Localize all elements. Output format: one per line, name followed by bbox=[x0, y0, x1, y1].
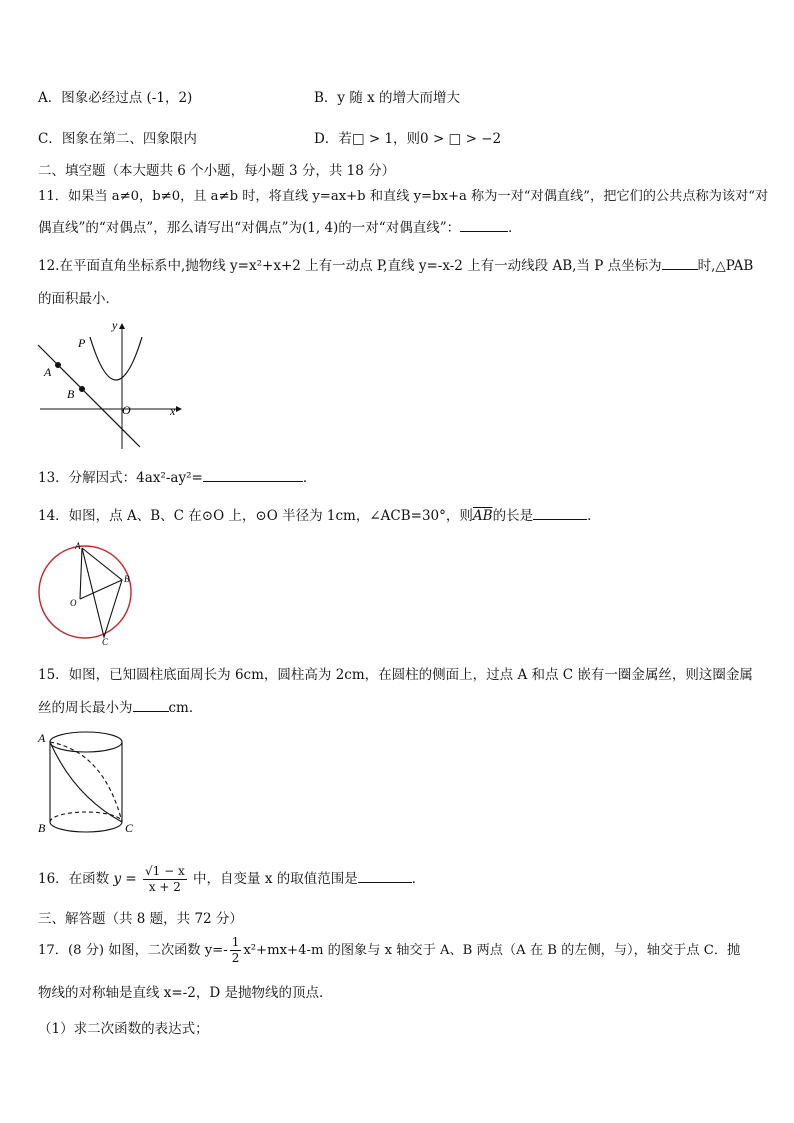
q15-figure bbox=[34, 726, 144, 838]
label-p: P bbox=[78, 336, 86, 350]
q17-line-2: 物线的对称轴是直线 x=-2，D 是抛物线的顶点． bbox=[38, 985, 333, 1001]
q12-line-1 bbox=[38, 256, 753, 275]
y-axis-arrow bbox=[119, 323, 125, 329]
label-o: O bbox=[122, 403, 131, 417]
q16-numerator: √1 − x bbox=[145, 864, 185, 878]
choice-a: A．图象必经过点 (-1，2) bbox=[38, 90, 193, 106]
label-b: B bbox=[38, 821, 46, 835]
choice-c: C．图象在第二、四象限内 bbox=[38, 131, 197, 147]
q11-line-2: 偶直线”的“对偶点”，那么请写出“对偶点”为(1, 4)的一对“对偶直线”： ． bbox=[38, 220, 522, 236]
q16-pre: 16．在函数 bbox=[38, 871, 110, 887]
wire-back bbox=[50, 742, 122, 822]
q15-unit: cm． bbox=[168, 700, 203, 716]
q12-line-2: 的面积最小． bbox=[38, 291, 119, 307]
q16-answer-blank bbox=[358, 869, 412, 883]
line-y-neg-x-minus-2 bbox=[38, 345, 140, 447]
q17-line-1 bbox=[38, 934, 740, 968]
q16-fraction bbox=[143, 864, 187, 895]
q15-line-2 bbox=[38, 698, 202, 717]
label-b: B bbox=[67, 387, 75, 401]
q11-answer-blank bbox=[460, 218, 508, 232]
q11-line-1: 11．如果当 a≠0，b≠0，且 a≠b 时，将直线 y=ax+b 和直线 y=bx+a 称为一对“对偶直线”，把它们的公共点称为该对“对 bbox=[38, 189, 769, 204]
q16-line: 16．在函数 y = $\frac{√1 - x}{x + 2}$ 中，自变量 x 的取值范围是 ． bbox=[38, 864, 426, 894]
q14-figure bbox=[30, 540, 140, 645]
q15-line-1: 15．如图，已知圆柱底面周长为 6cm，圆柱高为 2cm，在圆柱的侧面上，过点 A 和点 C 嵌有一圈金属丝，则这圈金属 bbox=[38, 667, 753, 683]
q17-post: x²+mx+4-m 的图象与 x 轴交于 A、B 两点（A 在 B 的左侧，与），轴交于点 C．抛 bbox=[243, 943, 741, 958]
wire-front bbox=[50, 742, 122, 822]
q14-answer-blank bbox=[533, 506, 587, 520]
segment-oa bbox=[80, 548, 82, 599]
q12-answer-blank bbox=[662, 256, 698, 270]
q11-text: 偶直线”的“对偶点”，那么请写出“对偶点”为(1, 4)的一对“对偶直线”： bbox=[38, 220, 461, 236]
q15-text: 丝的周长最小为 bbox=[38, 700, 133, 716]
point-b bbox=[79, 386, 85, 392]
q12-text-tail: 时,△PAB bbox=[697, 258, 754, 274]
section-2-heading: 二、填空题（本大题共 6 个小题，每小题 3 分，共 18 分） bbox=[38, 163, 396, 179]
label-x: x bbox=[170, 404, 176, 418]
q12-text: 12.在平面直角坐标系中,抛物线 y=x²+x+2 上有一动点 P,直线 y=-x-2 上有一动线段 AB,当 P 点坐标为 bbox=[38, 258, 662, 274]
choice-b: B．y 随 x 的增大而增大 bbox=[314, 90, 461, 106]
q14-arc-ab: $\overline{AB}$ bbox=[472, 508, 493, 524]
bottom-front bbox=[50, 822, 122, 832]
label-o: O bbox=[70, 598, 77, 608]
section-3-heading: 三、解答题（共 8 题，共 72 分） bbox=[38, 911, 243, 927]
label-a: A bbox=[38, 731, 46, 745]
q17-pre: 17．(8 分) 如图，二次函数 y=- bbox=[38, 943, 228, 958]
q12-figure bbox=[30, 315, 190, 455]
q14-text: 14．如图，点 A、B、C 在⊙O 上，⊙O 半径为 1cm，∠ACB=30°，则 bbox=[38, 508, 473, 524]
q17-sub-1: （1）求二次函数的表达式； bbox=[38, 1021, 209, 1037]
q13-line: 13．分解因式：4ax²-ay²= ． bbox=[38, 470, 317, 486]
q16-post: 中，自变量 x 的取值范围是 bbox=[193, 871, 358, 887]
label-a: A bbox=[75, 541, 81, 551]
q13-answer-blank bbox=[203, 468, 303, 482]
bottom-back bbox=[50, 812, 122, 822]
choice-d: D．若□ > 1，则0 > □ > −2 bbox=[314, 131, 502, 147]
q14-text-tail: 的长是 bbox=[492, 508, 534, 524]
label-c: C bbox=[125, 821, 134, 835]
q17-fraction bbox=[230, 935, 242, 966]
q13-text: 13．分解因式：4ax²-ay²= bbox=[38, 470, 203, 486]
label-b: B bbox=[124, 574, 130, 584]
q17-numerator: 1 bbox=[231, 935, 240, 949]
triangle-abc bbox=[82, 548, 122, 637]
q16-y-eq: y = bbox=[113, 871, 137, 887]
point-a bbox=[55, 362, 61, 368]
segment-ob bbox=[80, 580, 122, 599]
top-ellipse bbox=[50, 732, 122, 752]
label-c: C bbox=[102, 637, 109, 645]
q15-answer-blank bbox=[133, 698, 169, 712]
parabola bbox=[90, 337, 142, 380]
q14-line: 14．如图，点 A、B、C 在⊙O 上，⊙O 半径为 1cm，∠ACB=30°，则$\overline{AB}$的长是 ． bbox=[38, 508, 601, 524]
label-y: y bbox=[112, 318, 118, 332]
label-a: A bbox=[44, 365, 52, 379]
x-axis-arrow bbox=[176, 406, 182, 412]
q16-denominator: x + 2 bbox=[148, 880, 181, 894]
q17-denominator: 2 bbox=[231, 951, 240, 965]
